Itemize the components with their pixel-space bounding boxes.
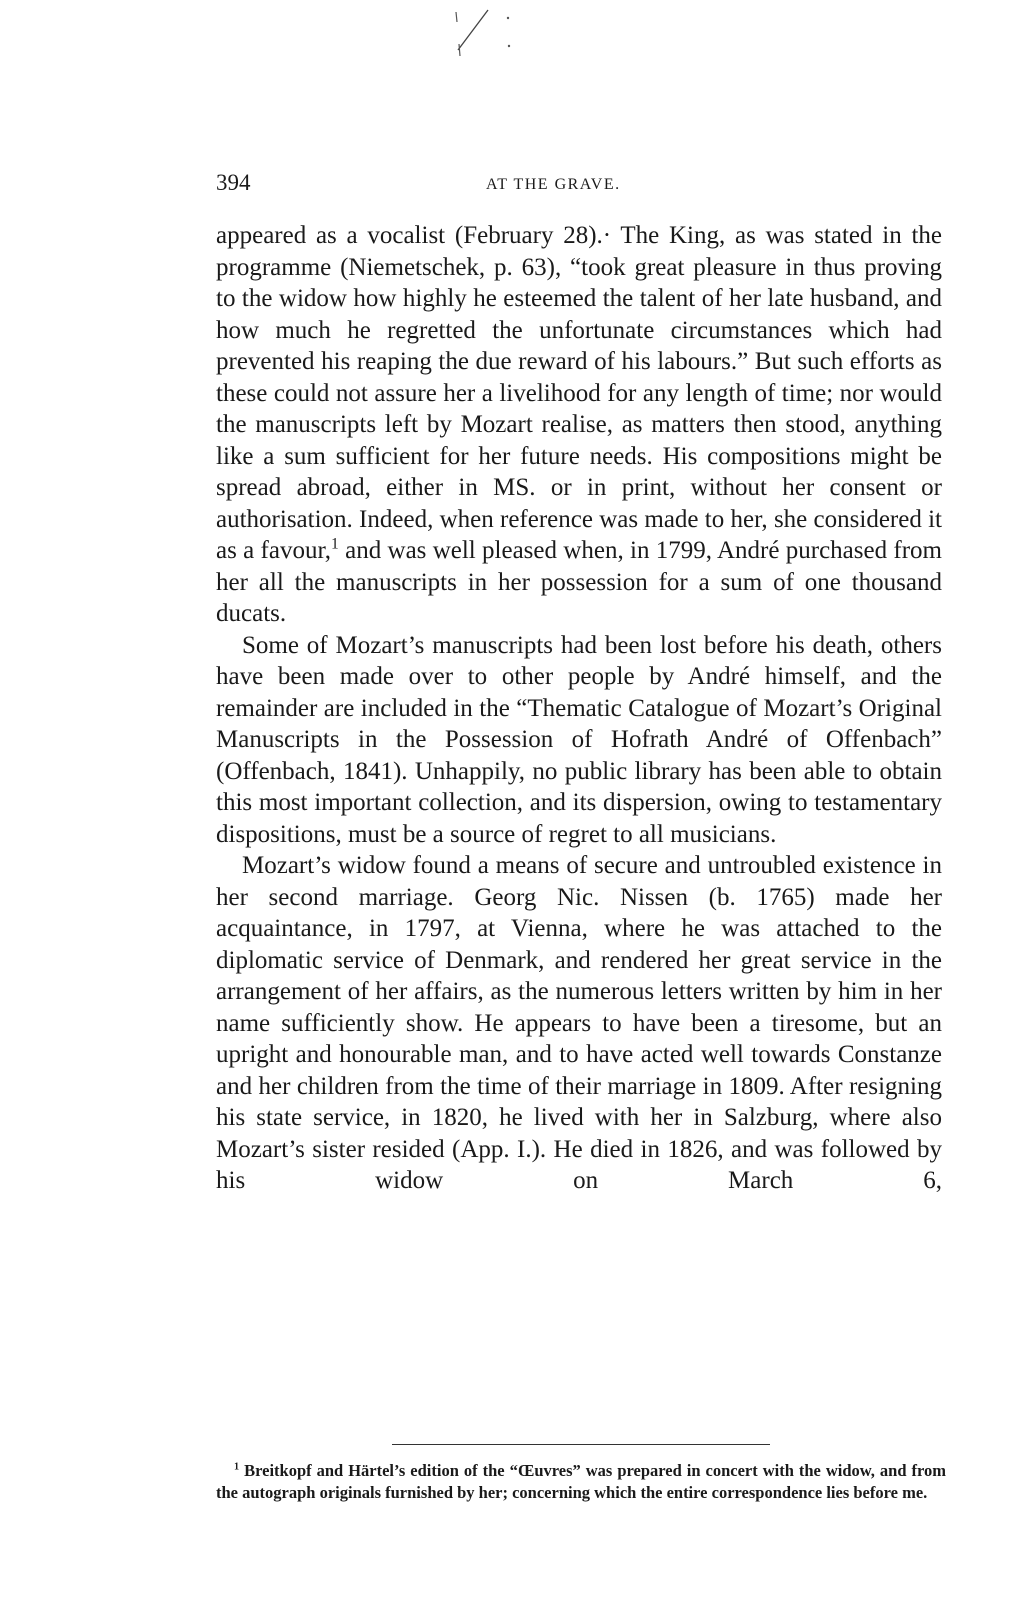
footnote-marker: 1 <box>234 1461 240 1473</box>
paragraph: Mozart’s widow found a means of secure and untroubled existence in her second marriage. Georg Nic. Nissen (b. 1765) made her acquaintance, in 1797, at Vienna, where he was attached to the diplomatic service of Denmark, and rendered her great service in the arrangement of her affairs, as the numerous letters written by him in her name sufficiently show. He appears to have been a tiresome, but an upright and honourable man, and to have acted well towards Constanze and her children from the time of their marriage in 1809. After resigning his state service, in 1820, he lived with her in Salzburg, where also Mozart’s sister resided (App. I.). He died in 1826, and was followed by his widow on March 6, <box>216 852 942 1194</box>
page-number: 394 <box>216 170 251 195</box>
footnotes <box>216 1460 946 1504</box>
paragraph: Some of Mozart’s manuscripts had been lost before his death, others have been made over to other people by André himself, and the remainder are included in the “Thematic Catalogue of Mozart’s Original Manuscripts in the Possession of Hofrath André of Offenbach” (Offenbach, 1841). Unhappily, no public library has been able to obtain this most important collection, and its dispersion, owing to testamentary dispositions, must be a source of regret to all musicians. <box>216 631 942 848</box>
stray-pencil-mark <box>448 4 518 64</box>
running-head: AT THE GRAVE. <box>486 176 621 193</box>
body-text <box>216 220 942 1197</box>
paragraph-text: and was well pleased when, in 1799, André purchased from her all the manuscripts in her possession for a sum of one thousand ducats. <box>216 537 942 627</box>
paragraph <box>216 220 942 630</box>
paragraph-text: appeared as a vocalist (February 28).· The King, as was stated in the programme (Niemetschek, p. 63), “took great pleasure in thus proving to the widow how highly he esteemed the talent of her late husband, and how much he regretted the unfortunate circumstances which had prevented his reaping the due reward of his labours.” But such efforts as these could not assure her a livelihood for any length of time; nor would the manuscripts left by Mozart realise, as matters then stood, anything like a sum sufficient for her future needs. His compositions might be spread abroad, either in MS. or in print, without her consent or authorisation. Indeed, when reference was made to her, she considered it as a favour, <box>216 222 942 564</box>
footnote-separator <box>392 1444 770 1445</box>
footnote-text: Breitkopf and Härtel’s edition of the “Œuvres” was prepared in concert with the widow, and from the autograph originals furnished by her; concerning which the entire correspondence lies before me. <box>216 1461 946 1502</box>
footnote <box>216 1460 946 1504</box>
page-header <box>216 166 942 206</box>
footnote-reference: 1 <box>331 535 339 553</box>
